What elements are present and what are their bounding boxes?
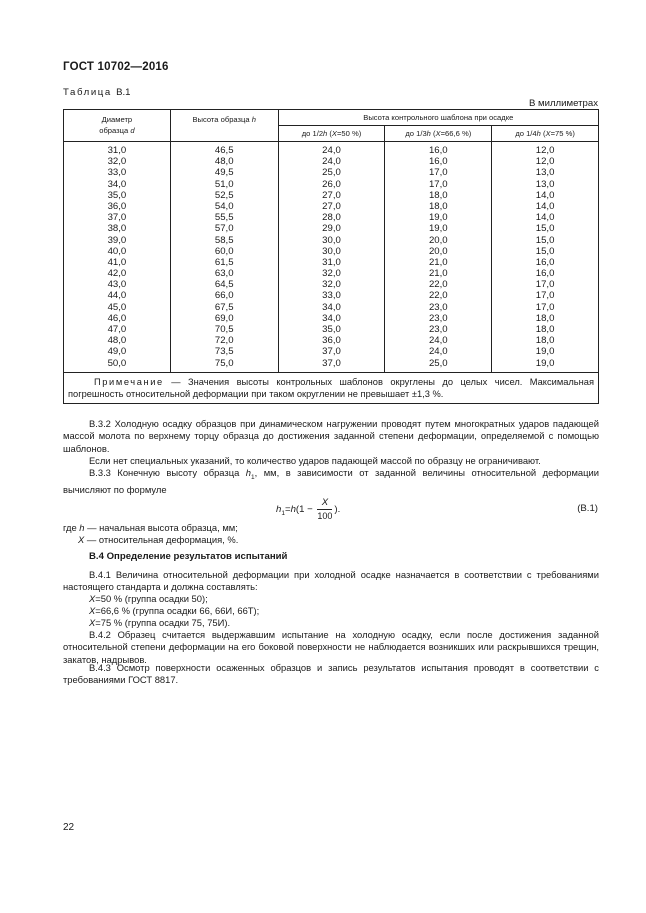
table-cell: 16,0: [535, 268, 555, 280]
table-cell: 34,0: [107, 178, 127, 190]
table-cell: 19,0: [428, 212, 448, 224]
table-cell: 14,0: [535, 200, 555, 212]
formula-b1: $h_1=h(1$ − $\frac{X}{100}$ ).: [276, 497, 341, 521]
table-cell: 18,0: [428, 200, 448, 212]
table-cell: 36,0: [107, 200, 127, 212]
table-cell: 19,0: [428, 223, 448, 235]
paragraph-b41: В.4.1 Величина относительной деформации при холодной осадке назначается в соответствии с требованиями настоящего стандарта и должна составлять:: [63, 569, 599, 593]
header-height: Высота образца h: [170, 110, 278, 142]
header-template-height: Высота контрольного шаблона при осадке: [278, 110, 598, 126]
header-sub-quarter: до 1/4h (X=75 %): [492, 126, 599, 142]
table-cell: 16,0: [428, 156, 448, 168]
table-cell: 54,0: [214, 200, 234, 212]
table-cell: 17,0: [428, 167, 448, 179]
table-cell: 16,0: [428, 145, 448, 156]
table-caption: [63, 87, 131, 98]
table-cell: 12,0: [535, 145, 555, 156]
x-value-66: X=66,6 % (группа осадки 66, 66И, 66Т);: [89, 605, 260, 616]
table-cell: 32,0: [107, 156, 127, 168]
header-diameter: Диаметр образца d: [64, 110, 171, 142]
table-cell: 30,0: [322, 234, 341, 246]
table-cell: 24,0: [322, 145, 341, 156]
table-cell: 16,0: [535, 256, 555, 268]
table-cell: 42,0: [107, 268, 127, 280]
table-cell: 48,0: [214, 156, 234, 168]
section-heading-b4: В.4 Определение результатов испытаний: [89, 551, 288, 562]
table-cell: 30,0: [322, 245, 341, 257]
table-cell: 19,0: [535, 357, 555, 369]
note-text: — Значения высоты контрольных шаблонов округлены до целых чисел. Максимальная погрешность относительной деформации при таком округлении не превышает ±1,3 %.: [68, 376, 594, 399]
table-cell: 27,0: [322, 200, 341, 212]
table-cell: 43,0: [107, 279, 127, 291]
table-cell: 47,0: [107, 324, 127, 335]
formula-numerator: X: [321, 497, 329, 508]
table-cell: 46,0: [107, 312, 127, 324]
table-cell: 37,0: [107, 212, 127, 224]
paragraph-b33: В.3.3 Конечную высоту образца $h_1$, мм, в зависимости от заданной величины относительной деформации вычисляют по формуле: [63, 467, 599, 496]
page-number: 22: [63, 822, 75, 833]
table-cell: 25,0: [322, 167, 341, 179]
table-cell: 46,5: [214, 145, 234, 156]
table-cell: 32,0: [322, 268, 341, 280]
table-cell: 17,0: [535, 290, 555, 302]
table-cell: 21,0: [428, 268, 448, 280]
table-cell: 17,0: [535, 301, 555, 313]
table-cell: 23,0: [428, 324, 448, 335]
table-cell: 29,0: [322, 223, 341, 235]
table-cell: 28,0: [322, 212, 341, 224]
paragraph-b33-start: В.3.3 Конечную высоту образца: [89, 467, 246, 478]
x-value-75: X=75 % (группа осадки 75, 75И).: [89, 617, 231, 628]
table-cell: 19,0: [535, 346, 555, 358]
table-caption-number: В.1: [116, 87, 131, 98]
formula-close: ).: [334, 504, 341, 516]
table-cell: 14,0: [535, 189, 555, 201]
table-cell: 35,0: [322, 324, 341, 335]
table-cell: 57,0: [214, 223, 234, 235]
table-cell: 20,0: [428, 245, 448, 257]
note-label: Примечание: [94, 376, 164, 387]
table-cell: 20,0: [428, 234, 448, 246]
table-cell: 51,0: [214, 178, 234, 190]
paragraph-b33-end: , мм, в зависимости от заданной величины относительной деформации вычисляют по формуле: [63, 467, 599, 496]
table-caption-word: Таблица: [63, 87, 112, 98]
table-cell: 27,0: [322, 189, 341, 201]
column-template-half: [278, 142, 385, 373]
table-cell: 31,0: [322, 256, 341, 268]
column-template-third: [385, 142, 492, 373]
data-table: [63, 109, 599, 404]
formula-denominator: 100: [317, 511, 333, 521]
table-cell: 66,0: [214, 290, 234, 302]
table-cell: 36,0: [322, 335, 341, 347]
table-cell: 21,0: [428, 256, 448, 268]
table-note: [64, 372, 599, 403]
column-template-quarter: [492, 142, 599, 373]
table-cell: 22,0: [428, 279, 448, 291]
table-cell: 13,0: [535, 178, 555, 190]
table-cell: 48,0: [107, 335, 127, 347]
table-cell: 52,5: [214, 189, 234, 201]
paragraph-no-instructions: Если нет специальных указаний, то количество ударов падающей массой по образцу не ограничивают.: [89, 455, 541, 466]
table-cell: 14,0: [535, 212, 555, 224]
table-cell: 17,0: [535, 279, 555, 291]
table-cell: 40,0: [107, 245, 127, 257]
table-cell: 75,0: [214, 357, 234, 369]
table-cell: 24,0: [428, 346, 448, 358]
table-cell: 49,5: [214, 167, 234, 179]
x-value-50: X=50 % (группа осадки 50);: [89, 593, 208, 604]
table-cell: 70,5: [214, 324, 234, 335]
equation-number: (В.1): [577, 503, 598, 514]
column-height: [170, 142, 278, 373]
table-cell: 13,0: [535, 167, 555, 179]
table-cell: 18,0: [535, 324, 555, 335]
table-body-row: [64, 142, 599, 373]
table-cell: 24,0: [428, 335, 448, 347]
header-sub-half: до 1/2h (X=50 %): [278, 126, 385, 142]
table-cell: 18,0: [428, 189, 448, 201]
table-cell: 15,0: [535, 245, 555, 257]
table-cell: 45,0: [107, 301, 127, 313]
document-title: ГОСТ 10702—2016: [63, 61, 169, 73]
table-cell: 73,5: [214, 346, 234, 358]
table-cell: 64,5: [214, 279, 234, 291]
table-cell: 49,0: [107, 346, 127, 358]
table-cell: 63,0: [214, 268, 234, 280]
paragraph-b43: В.4.3 Осмотр поверхности осаженных образцов и запись результатов испытания проводят в соответствии с требованиями ГОСТ 8817.: [63, 662, 599, 686]
table-cell: 58,5: [214, 234, 234, 246]
table-cell: 15,0: [535, 223, 555, 235]
table-cell: 34,0: [322, 301, 341, 313]
table-cell: 67,5: [214, 301, 234, 313]
table-cell: 23,0: [428, 312, 448, 324]
table-cell: 55,5: [214, 212, 234, 224]
table-cell: 41,0: [107, 256, 127, 268]
table-cell: 60,0: [214, 245, 234, 257]
table-cell: 26,0: [322, 178, 341, 190]
table-cell: 32,0: [322, 279, 341, 291]
table-cell: 35,0: [107, 189, 127, 201]
table-cell: 22,0: [428, 290, 448, 302]
column-diameter: [64, 142, 171, 373]
paragraph-b42: В.4.2 Образец считается выдержавшим испытание на холодную осадку, если после достижения заданной относительной степени деформации на его боковой поверхности не наблюдается возникших или раскрывшихся трещин, закатов, надрывов.: [63, 629, 599, 665]
table-cell: 24,0: [322, 156, 341, 168]
table-cell: 72,0: [214, 335, 234, 347]
table-cell: 38,0: [107, 223, 127, 235]
table-cell: 17,0: [428, 178, 448, 190]
table-cell: 31,0: [107, 145, 127, 156]
table-cell: 37,0: [322, 357, 341, 369]
paragraph-b32: В.3.2 Холодную осадку образцов при динамическом нагружении проводят путем многократных ударов падающей массой молота по верхнему торцу образца до достижения заданной степени деформации, определяемой с помощью шаблонов.: [63, 418, 599, 454]
formula-fraction: [317, 497, 332, 522]
header-sub-third: до 1/3h (X=66,6 %): [385, 126, 492, 142]
where-x: X — относительная деформация, %.: [78, 534, 239, 545]
where-h: где h — начальная высота образца, мм;: [63, 522, 238, 533]
h1-symbol: h: [245, 467, 251, 478]
table-cell: 23,0: [428, 301, 448, 313]
table-units: В миллиметрах: [528, 98, 598, 109]
table-cell: 34,0: [322, 312, 341, 324]
table-cell: 37,0: [322, 346, 341, 358]
table-cell: 15,0: [535, 234, 555, 246]
table-cell: 39,0: [107, 234, 127, 246]
table-cell: 69,0: [214, 312, 234, 324]
table-cell: 18,0: [535, 335, 555, 347]
table-cell: 33,0: [107, 167, 127, 179]
table-cell: 50,0: [107, 357, 127, 369]
table-cell: 61,5: [214, 256, 234, 268]
table-cell: 44,0: [107, 290, 127, 302]
table-cell: 18,0: [535, 312, 555, 324]
table-cell: 25,0: [428, 357, 448, 369]
table-cell: 12,0: [535, 156, 555, 168]
table-cell: 33,0: [322, 290, 341, 302]
